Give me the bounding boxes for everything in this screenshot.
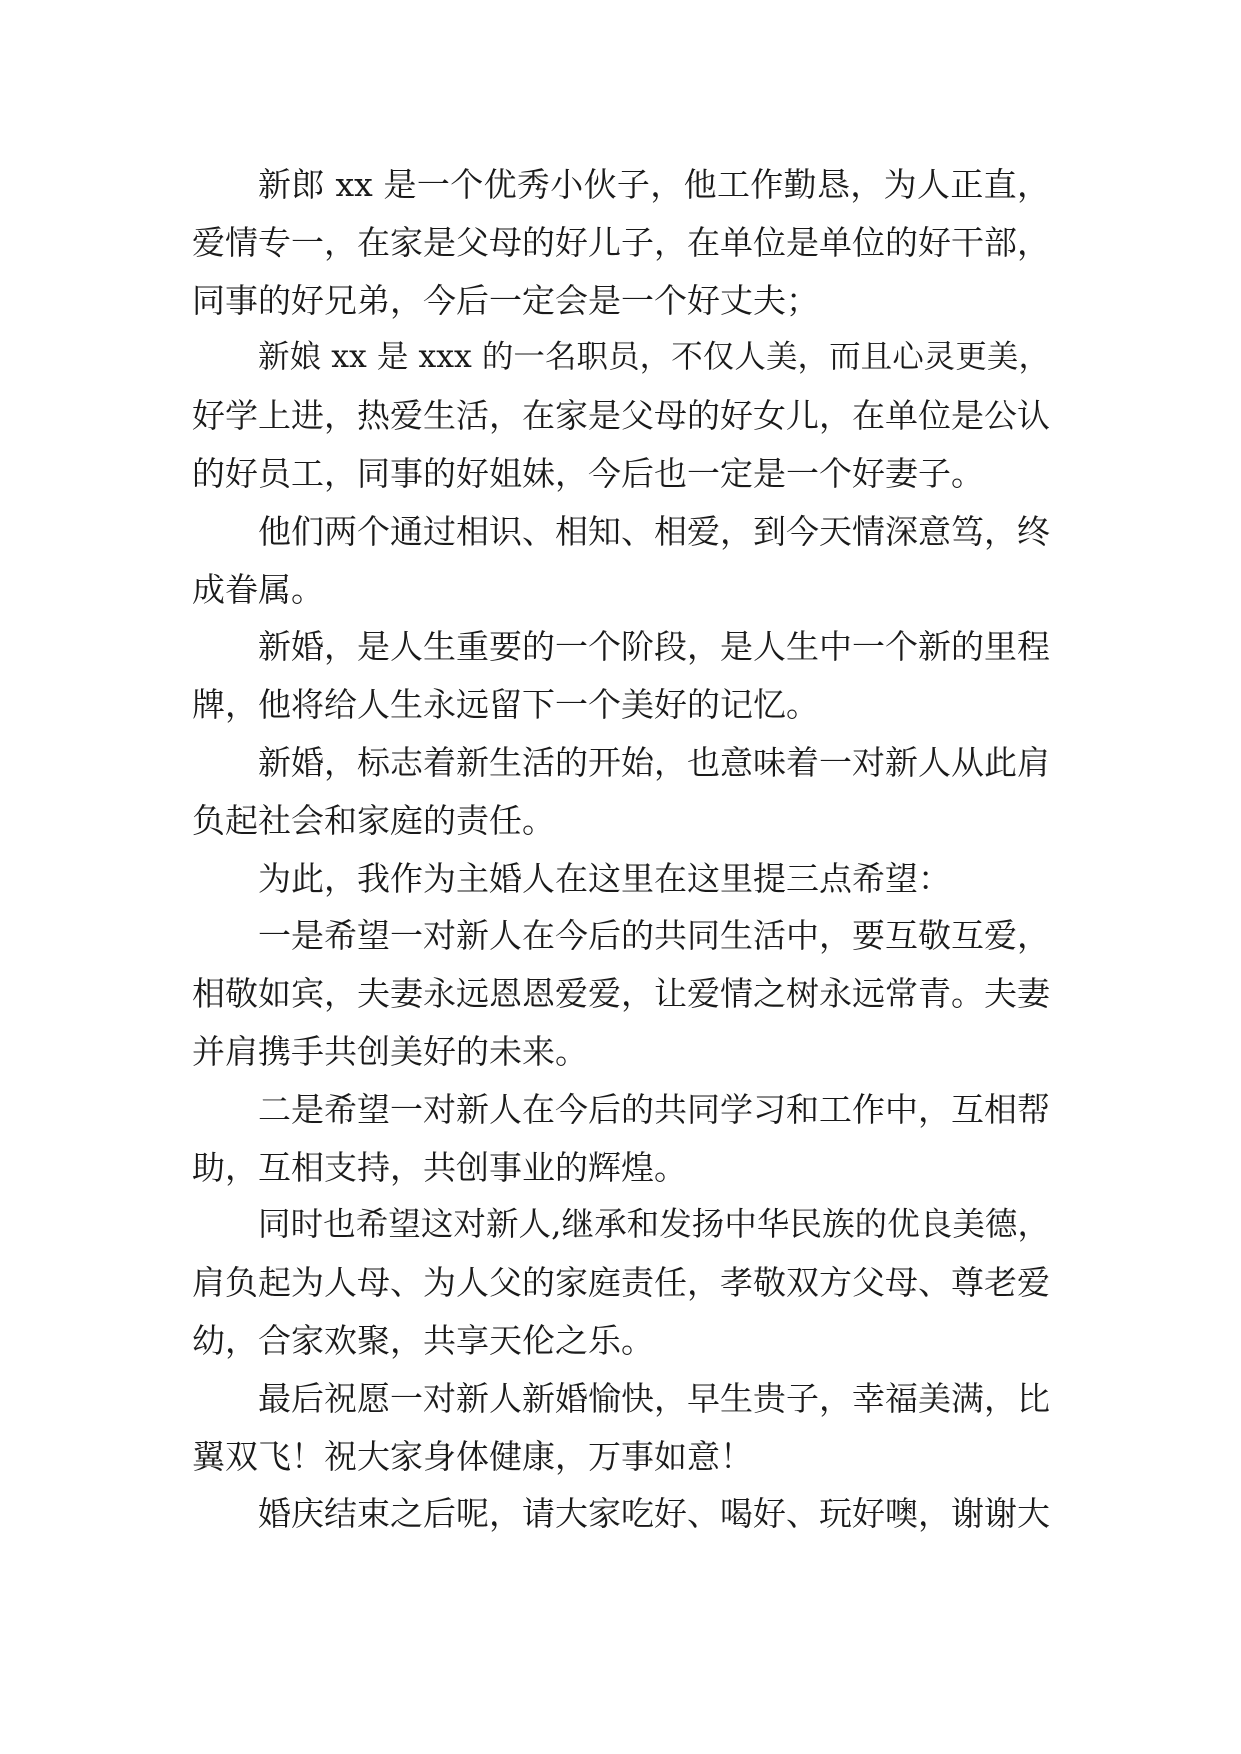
text-line: 助，互相支持，共创事业的辉煌。 (192, 1147, 687, 1187)
text-line: 并肩携手共创美好的未来。 (192, 1031, 588, 1071)
text-line: 婚庆结束之后呢，请大家吃好、喝好、玩好噢，谢谢大 (258, 1494, 1050, 1534)
text-line: 同时也希望这对新人,继承和发扬中华民族的优良美德， (258, 1205, 1050, 1244)
text-line: 新婚，是人生重要的一个阶段，是人生中一个新的里程 (258, 627, 1050, 667)
text-line: 二是希望一对新人在今后的共同学习和工作中，互相帮 (258, 1089, 1050, 1129)
text-line: 新郎 xx 是一个优秀小伙子，他工作勤恳，为人正直， (258, 165, 1050, 204)
text-line: 翼双飞！祝大家身体健康，万事如意！ (192, 1436, 753, 1476)
speech-body-text (192, 156, 1050, 1543)
text-line: 负起社会和家庭的责任。 (192, 800, 555, 840)
text-line: 相敬如宾，夫妻永远恩恩爱爱，让爱情之树永远常青。夫妻 (192, 974, 1050, 1014)
text-line: 同事的好兄弟，今后一定会是一个好丈夫； (192, 280, 819, 320)
text-line: 最后祝愿一对新人新婚愉快，早生贵子，幸福美满，比 (258, 1378, 1050, 1418)
text-line: 一是希望一对新人在今后的共同生活中，要互敬互爱， (258, 916, 1050, 956)
text-line: 爱情专一，在家是父母的好儿子，在单位是单位的好干部， (192, 222, 1050, 262)
text-line: 幼，合家欢聚，共享天伦之乐。 (192, 1320, 654, 1360)
text-line: 新婚，标志着新生活的开始，也意味着一对新人从此肩 (258, 742, 1050, 782)
text-line: 好学上进，热爱生活，在家是父母的好女儿，在单位是公认 (192, 396, 1050, 436)
text-line: 成眷属。 (192, 569, 324, 609)
text-line: 肩负起为人母、为人父的家庭责任，孝敬双方父母、尊老爱 (192, 1263, 1050, 1303)
text-line: 新娘 xx 是 xxx 的一名职员，不仅人美，而且心灵更美， (258, 339, 1050, 376)
text-line: 牌，他将给人生永远留下一个美好的记忆。 (192, 685, 819, 725)
text-line: 他们两个通过相识、相知、相爱，到今天情深意笃，终 (258, 511, 1050, 551)
text-line: 的好员工，同事的好姐妹，今后也一定是一个好妻子。 (192, 453, 984, 493)
text-line: 为此，我作为主婚人在这里在这里提三点希望： (258, 858, 951, 898)
